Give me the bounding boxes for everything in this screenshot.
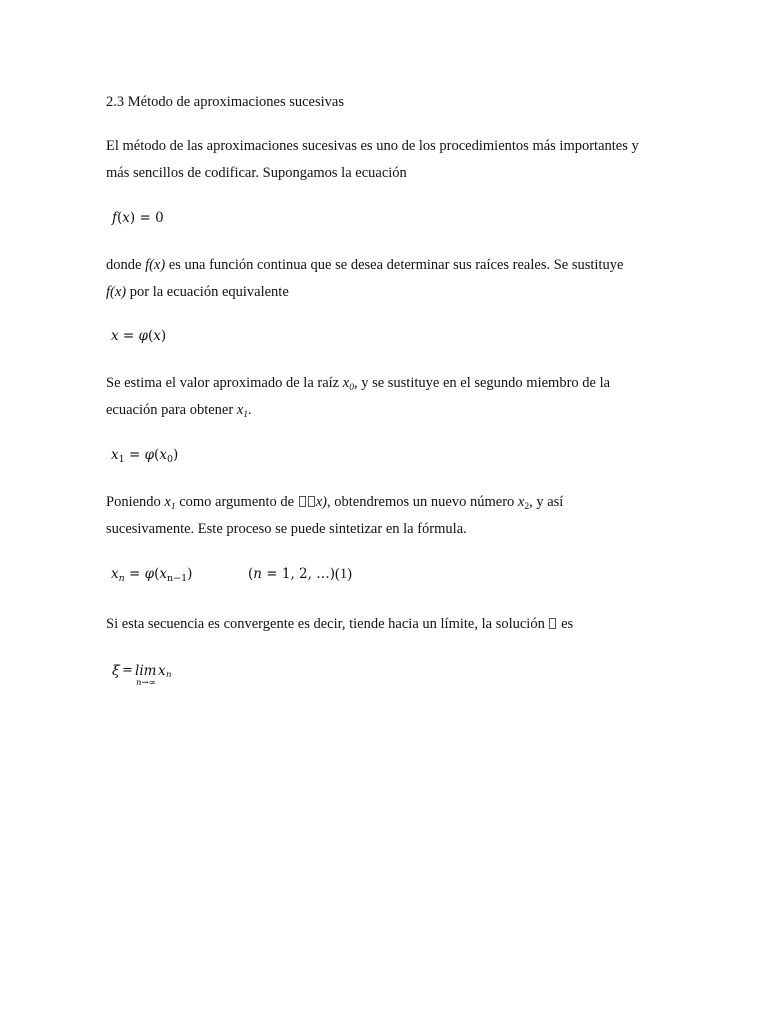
eq-symbol: (: [117, 210, 123, 226]
eq-symbol: ): [329, 566, 336, 582]
eq-symbol: f: [112, 210, 117, 226]
paragraph-text: Poniendo: [106, 494, 165, 510]
paragraph-1-line-1: [106, 137, 639, 155]
eq-symbol: x: [111, 447, 119, 463]
inline-math: x: [342, 375, 350, 391]
eq-symbol: (: [154, 447, 160, 463]
paragraph-3-line-1: [106, 374, 610, 397]
eq-symbol: =: [124, 447, 145, 463]
eq-symbol: (: [248, 566, 254, 582]
inline-math-subscript: 0: [349, 383, 354, 393]
eq-symbol: (: [154, 566, 160, 582]
eq-symbol: x: [153, 328, 161, 344]
section-heading-text: 2.3 Método de aproximaciones sucesivas: [106, 94, 344, 110]
eq-symbol: x: [159, 447, 167, 463]
eq-subscript: 0: [166, 454, 173, 465]
paragraph-1-line-2: [106, 164, 407, 182]
eq-symbol: x: [111, 566, 119, 582]
paragraph-text: por la ecuación equivalente: [126, 284, 289, 300]
equation-recurrence-formula: [111, 565, 192, 588]
eq-symbol: ) = 0: [129, 210, 164, 226]
eq-symbol: =: [124, 566, 145, 582]
inline-math: x: [517, 494, 525, 510]
paragraph-2-line-2: [106, 283, 289, 301]
inline-math: x: [236, 402, 244, 418]
paragraph-text: Se estima el valor aproximado de la raíz: [106, 375, 343, 391]
eq-symbol: ): [160, 328, 167, 344]
eq-symbol: = 1, 2, …: [261, 566, 330, 582]
equation-number: (1): [335, 566, 352, 582]
eq-subscript: n−1: [167, 573, 188, 584]
inline-math: x: [164, 494, 171, 510]
paragraph-text: es una función continua que se desea determinar sus raíces reales. Se sustituye: [165, 257, 624, 273]
eq-symbol: x: [111, 328, 119, 344]
paragraph-text: , y se sustituye en el segundo miembro de la: [353, 375, 611, 391]
eq-subscript: n: [166, 670, 172, 680]
missing-glyph-icon: [299, 496, 306, 507]
equation-x1-equals-phi-x0: [111, 446, 178, 469]
eq-subscript: 1: [118, 454, 125, 465]
paragraph-text: , obtendremos un nuevo número: [327, 494, 518, 510]
paragraph-text: sucesivamente. Este proceso se puede sintetizar en la fórmula.: [106, 521, 467, 537]
inline-math: f(x): [106, 284, 127, 300]
eq-symbol: φ: [144, 566, 155, 582]
paragraph-text: Si esta secuencia es convergente es decir, tiende hacia un límite, la solución: [106, 616, 549, 632]
eq-symbol: =: [118, 328, 139, 344]
eq-subscript: n: [118, 573, 125, 584]
inline-math: f(x): [145, 257, 166, 273]
eq-symbol: (: [147, 328, 154, 344]
inline-math-subscript: 2: [524, 502, 530, 512]
paragraph-text: , y así: [529, 494, 564, 510]
eq-subscript: n→∞: [136, 678, 156, 688]
paragraph-text: más sencillos de codificar. Supongamos la ecuación: [106, 165, 407, 181]
paragraph-3-line-2: [106, 401, 252, 424]
eq-symbol: φ: [138, 328, 148, 344]
eq-symbol: ξ: [112, 663, 120, 679]
eq-symbol: x: [158, 663, 166, 679]
eq-symbol: =: [122, 663, 133, 678]
eq-symbol: ): [187, 566, 193, 582]
inline-math-subscript: 1: [170, 502, 176, 512]
equation-condition: [248, 565, 352, 583]
inline-math: x): [315, 494, 328, 510]
inline-math-subscript: 1: [243, 410, 249, 420]
paragraph-2-line-1: [106, 256, 623, 274]
eq-symbol: ): [172, 447, 179, 463]
eq-symbol: n: [253, 566, 262, 582]
paragraph-text: .: [248, 402, 252, 418]
paragraph-4-line-1: [106, 493, 563, 516]
paragraph-5-line-1: [106, 615, 573, 633]
paragraph-text: donde: [106, 257, 146, 273]
paragraph-text: El método de las aproximaciones sucesivas es uno de los procedimientos más importantes y: [106, 138, 639, 154]
eq-symbol: x: [159, 566, 168, 582]
paragraph-text: es: [557, 616, 574, 632]
equation-x-equals-phi: [111, 327, 166, 345]
equation-f-x-equals-zero: [112, 209, 164, 227]
eq-symbol: x: [122, 210, 130, 226]
missing-glyph-icon: [308, 496, 315, 507]
eq-symbol: φ: [144, 447, 155, 463]
paragraph-text: ecuación para obtener: [106, 402, 237, 418]
missing-glyph-icon: [549, 618, 556, 629]
paragraph-4-line-2: [106, 520, 467, 538]
paragraph-text: como argumento de: [175, 494, 298, 510]
eq-symbol: lim: [135, 663, 157, 679]
section-heading: [106, 93, 344, 111]
